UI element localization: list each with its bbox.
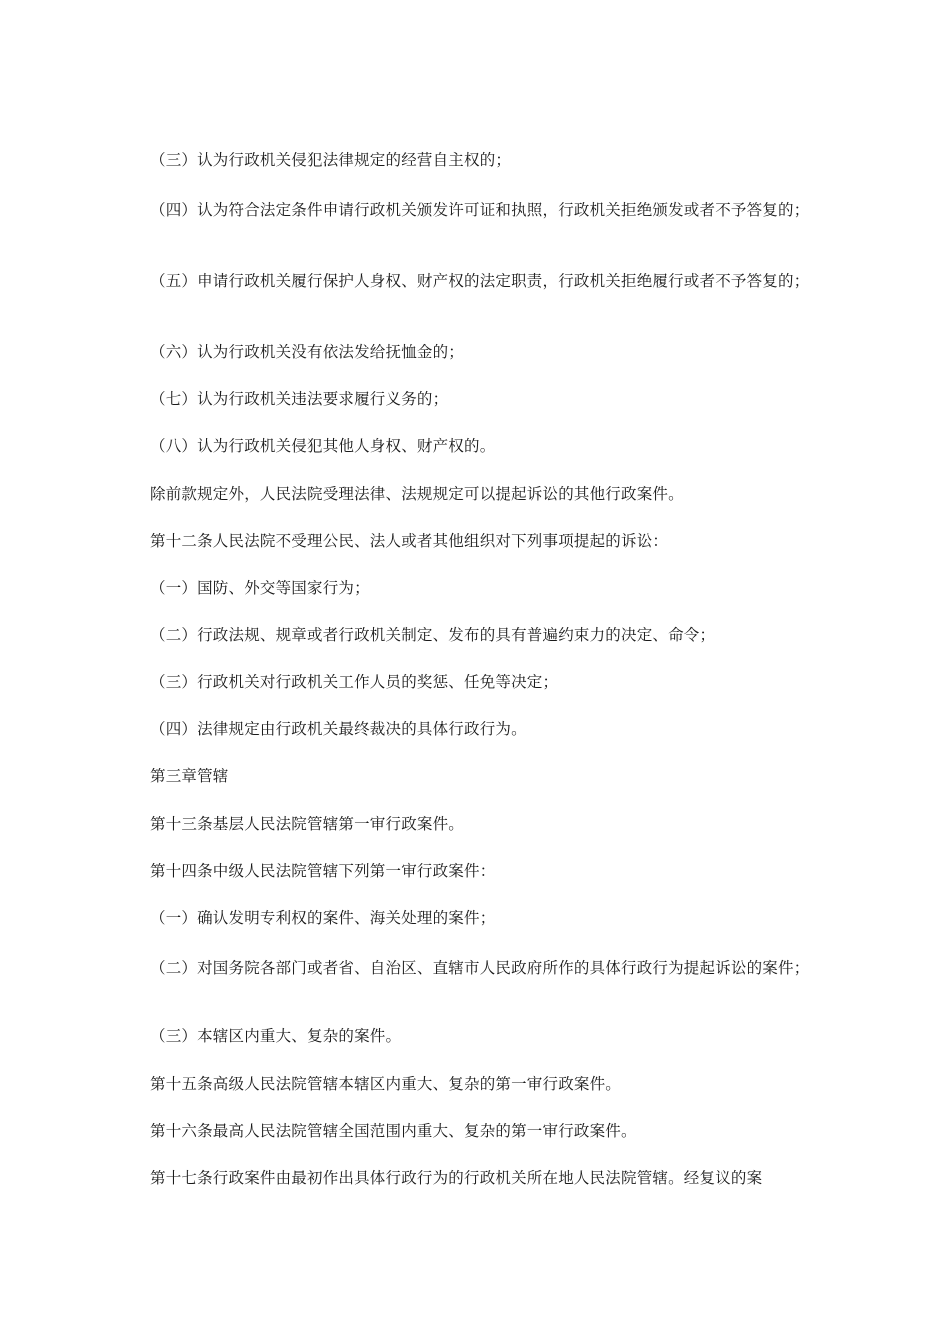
chapter-heading: 第三章管辖 bbox=[150, 767, 229, 785]
paragraph: （二）行政法规、规章或者行政机关制定、发布的具有普遍约束力的决定、命令； bbox=[150, 626, 716, 644]
paragraph: （四）法律规定由行政机关最终裁决的具体行政行为。 bbox=[150, 720, 527, 738]
paragraph: （八）认为行政机关侵犯其他人身权、财产权的。 bbox=[150, 437, 496, 455]
paragraph: （三）认为行政机关侵犯法律规定的经营自主权的； bbox=[150, 151, 512, 169]
paragraph: 第十四条中级人民法院管辖下列第一审行政案件： bbox=[150, 862, 496, 880]
paragraph: 第十三条基层人民法院管辖第一审行政案件。 bbox=[150, 815, 465, 833]
paragraph: 第十六条最高人民法院管辖全国范围内重大、复杂的第一审行政案件。 bbox=[150, 1122, 637, 1140]
paragraph: （二）对国务院各部门或者省、自治区、直辖市人民政府所作的具体行政行为提起诉讼的案件； bbox=[150, 959, 810, 977]
paragraph: （三）行政机关对行政机关工作人员的奖惩、任免等决定； bbox=[150, 673, 559, 691]
paragraph: （四）认为符合法定条件申请行政机关颁发许可证和执照，行政机关拒绝颁发或者不予答复的； bbox=[150, 201, 810, 219]
paragraph: （一）确认发明专利权的案件、海关处理的案件； bbox=[150, 909, 496, 927]
paragraph: 除前款规定外，人民法院受理法律、法规规定可以提起诉讼的其他行政案件。 bbox=[150, 485, 684, 503]
paragraph: 第十二条人民法院不受理公民、法人或者其他组织对下列事项提起的诉讼： bbox=[150, 532, 669, 550]
paragraph: （七）认为行政机关违法要求履行义务的； bbox=[150, 390, 449, 408]
paragraph: （三）本辖区内重大、复杂的案件。 bbox=[150, 1027, 402, 1045]
paragraph: 第十五条高级人民法院管辖本辖区内重大、复杂的第一审行政案件。 bbox=[150, 1075, 622, 1093]
paragraph: （一）国防、外交等国家行为； bbox=[150, 579, 370, 597]
paragraph: （六）认为行政机关没有依法发给抚恤金的； bbox=[150, 343, 465, 361]
paragraph: （五）申请行政机关履行保护人身权、财产权的法定职责，行政机关拒绝履行或者不予答复的； bbox=[150, 272, 810, 290]
paragraph: 第十七条行政案件由最初作出具体行政行为的行政机关所在地人民法院管辖。经复议的案 bbox=[150, 1169, 763, 1187]
